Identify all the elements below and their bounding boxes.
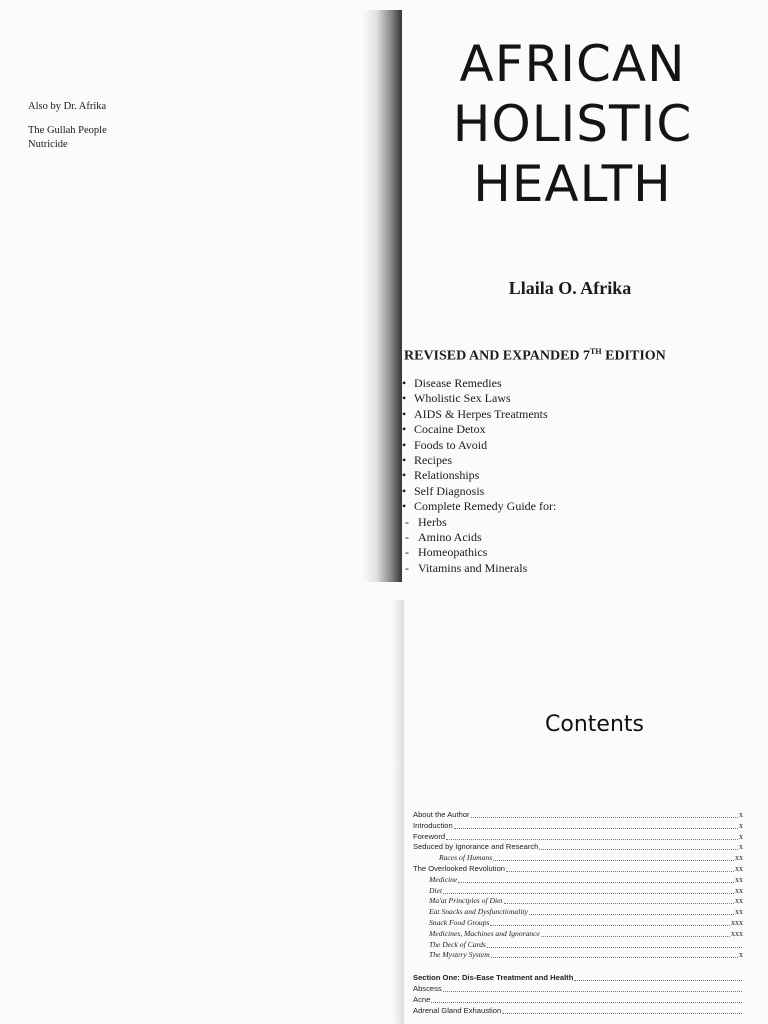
feature-subitem bbox=[402, 530, 556, 545]
bullet-mark: • bbox=[402, 468, 407, 483]
toc-subentry bbox=[413, 886, 743, 897]
toc-entry-title: The Overlooked Revolution bbox=[413, 863, 506, 873]
toc-leader bbox=[493, 853, 734, 861]
toc-subentry bbox=[413, 896, 743, 907]
toc-entry-page: xxx bbox=[731, 928, 743, 938]
toc-entry-title: Section One: Dis-Ease Treatment and Health bbox=[413, 973, 574, 983]
toc-leader bbox=[443, 984, 742, 992]
edition-superscript: TH bbox=[590, 347, 602, 356]
toc-leader bbox=[539, 842, 738, 850]
book-title bbox=[440, 34, 705, 214]
toc-leader bbox=[502, 1006, 742, 1014]
toc-subentry bbox=[413, 918, 743, 929]
edition-prefix: REVISED AND EXPANDED 7 bbox=[404, 348, 591, 364]
toc-leader bbox=[574, 973, 742, 981]
feature-item bbox=[402, 391, 556, 406]
toc-leader bbox=[487, 940, 742, 948]
feature-item bbox=[402, 453, 556, 468]
toc-entry bbox=[413, 864, 743, 875]
toc-entry-title: The Deck of Cards bbox=[429, 939, 486, 949]
toc-entry bbox=[413, 1006, 743, 1017]
toc-entry-title: Seduced by Ignorance and Research bbox=[413, 842, 539, 852]
toc-entry-page: xx bbox=[735, 853, 743, 863]
feature-text: Wholistic Sex Laws bbox=[414, 391, 511, 406]
bullet-mark: • bbox=[402, 406, 407, 421]
toc-entry bbox=[413, 821, 743, 832]
dash-mark: - bbox=[405, 530, 409, 545]
toc-entry bbox=[413, 810, 743, 821]
book-title-line: HEALTH bbox=[473, 155, 672, 213]
toc-entry-title: Abscess bbox=[413, 983, 442, 993]
book-author: Llaila O. Afrika bbox=[508, 278, 632, 298]
feature-text: Foods to Avoid bbox=[414, 437, 488, 452]
feature-text: Self Diagnosis bbox=[414, 483, 485, 498]
toc-leader bbox=[446, 832, 738, 840]
toc-entry-title: Foreword bbox=[413, 831, 446, 841]
feature-text: Herbs bbox=[418, 514, 447, 529]
toc-entry-page: xxx bbox=[731, 917, 743, 927]
edition-suffix: EDITION bbox=[601, 348, 666, 364]
toc-entry-title: Races of Humans bbox=[439, 853, 493, 863]
toc-entry-page: xx bbox=[735, 907, 743, 917]
toc-leader bbox=[490, 918, 730, 926]
toc-entry bbox=[413, 842, 743, 853]
toc-leader bbox=[506, 864, 734, 872]
feature-item bbox=[402, 438, 556, 453]
feature-text: Cocaine Detox bbox=[414, 422, 486, 437]
toc-leader bbox=[471, 810, 738, 818]
bullet-mark: • bbox=[402, 376, 407, 390]
toc-entry-title: About the Author bbox=[413, 810, 470, 819]
toc-entry bbox=[413, 995, 743, 1006]
book-spine-shadow bbox=[362, 10, 402, 582]
also-by-section bbox=[28, 100, 107, 152]
toc-entry-page: xx bbox=[735, 896, 743, 906]
toc-entry-title: Acne bbox=[413, 994, 431, 1004]
feature-text: Homeopathics bbox=[418, 545, 488, 560]
toc-leader bbox=[454, 821, 738, 829]
toc-section-heading bbox=[413, 973, 743, 984]
feature-item bbox=[402, 407, 556, 422]
contents-heading: Contents bbox=[545, 712, 644, 737]
toc-entry-page: x bbox=[739, 831, 743, 841]
feature-item bbox=[402, 484, 556, 499]
toc-entry-page: xx bbox=[735, 874, 743, 884]
feature-subitem bbox=[402, 561, 556, 576]
feature-text: Complete Remedy Guide for: bbox=[414, 499, 557, 514]
feature-text: Relationships bbox=[414, 468, 480, 483]
toc-subentry bbox=[413, 875, 743, 886]
feature-text: Recipes bbox=[414, 453, 452, 468]
dash-mark: - bbox=[405, 560, 409, 575]
toc-entry-page: x bbox=[739, 810, 743, 819]
feature-item bbox=[402, 499, 556, 514]
bullet-mark: • bbox=[402, 437, 407, 452]
feature-subitem bbox=[402, 545, 556, 560]
toc-leader bbox=[541, 929, 730, 937]
toc-entry-title: Introduction bbox=[413, 820, 453, 830]
toc-entry-title: Medicines, Machines and Ignorance bbox=[429, 928, 540, 938]
feature-subitem bbox=[402, 515, 556, 530]
feature-text: AIDS & Herpes Treatments bbox=[414, 406, 548, 421]
toc-entry-title: Ma'at Principles of Diet bbox=[429, 896, 503, 906]
toc-leader bbox=[458, 875, 734, 883]
bullet-mark: • bbox=[402, 422, 407, 437]
book-title-line: HOLISTIC bbox=[452, 95, 693, 153]
toc-leader bbox=[491, 950, 738, 958]
toc-entry-title: Eat Snacks and Dysfunctionality bbox=[429, 907, 528, 917]
toc-subentry bbox=[413, 853, 743, 864]
bullet-mark: • bbox=[402, 499, 407, 514]
also-by-heading: Also by Dr. Afrika bbox=[28, 101, 107, 112]
also-by-book: The Gullah People bbox=[28, 125, 107, 136]
table-of-contents bbox=[413, 810, 743, 1016]
toc-leader bbox=[529, 907, 734, 915]
toc-entry bbox=[413, 832, 743, 843]
toc-subentry bbox=[413, 907, 743, 918]
toc-entry bbox=[413, 984, 743, 995]
toc-entry-title: Adrenal Gland Exhaustion bbox=[413, 1005, 502, 1015]
dash-mark: - bbox=[405, 545, 409, 560]
feature-text: Disease Remedies bbox=[414, 376, 502, 390]
bullet-mark: • bbox=[402, 453, 407, 468]
feature-item bbox=[402, 376, 556, 391]
feature-text: Amino Acids bbox=[418, 530, 482, 545]
toc-entry-page: x bbox=[739, 950, 743, 960]
dash-mark: - bbox=[405, 514, 409, 529]
toc-leader bbox=[504, 896, 734, 904]
toc-entry-title: Diet bbox=[429, 885, 443, 895]
toc-entry-page: x bbox=[739, 842, 743, 852]
page-gutter-shadow bbox=[392, 600, 404, 1024]
feature-item bbox=[402, 468, 556, 483]
toc-entry-page: xx bbox=[735, 863, 743, 873]
bullet-mark: • bbox=[402, 483, 407, 498]
toc-entry-page: xx bbox=[735, 885, 743, 895]
toc-subentry bbox=[413, 940, 743, 951]
toc-entry-title: Medicine bbox=[429, 874, 458, 884]
toc-entry-page: x bbox=[739, 820, 743, 830]
toc-leader bbox=[443, 886, 734, 894]
toc-subentry bbox=[413, 950, 743, 961]
feature-item bbox=[402, 422, 556, 437]
toc-entry-title: The Mystery System bbox=[429, 950, 490, 960]
toc-leader bbox=[431, 995, 742, 1003]
toc-subentry bbox=[413, 929, 743, 940]
toc-entry-title: Snack Food Groups bbox=[429, 917, 490, 927]
book-title-line: AFRICAN bbox=[459, 35, 686, 93]
feature-text: Vitamins and Minerals bbox=[418, 560, 528, 575]
bullet-mark: • bbox=[402, 391, 407, 406]
edition-statement bbox=[404, 347, 666, 365]
also-by-book: Nutricide bbox=[28, 139, 68, 150]
feature-list bbox=[402, 376, 556, 576]
